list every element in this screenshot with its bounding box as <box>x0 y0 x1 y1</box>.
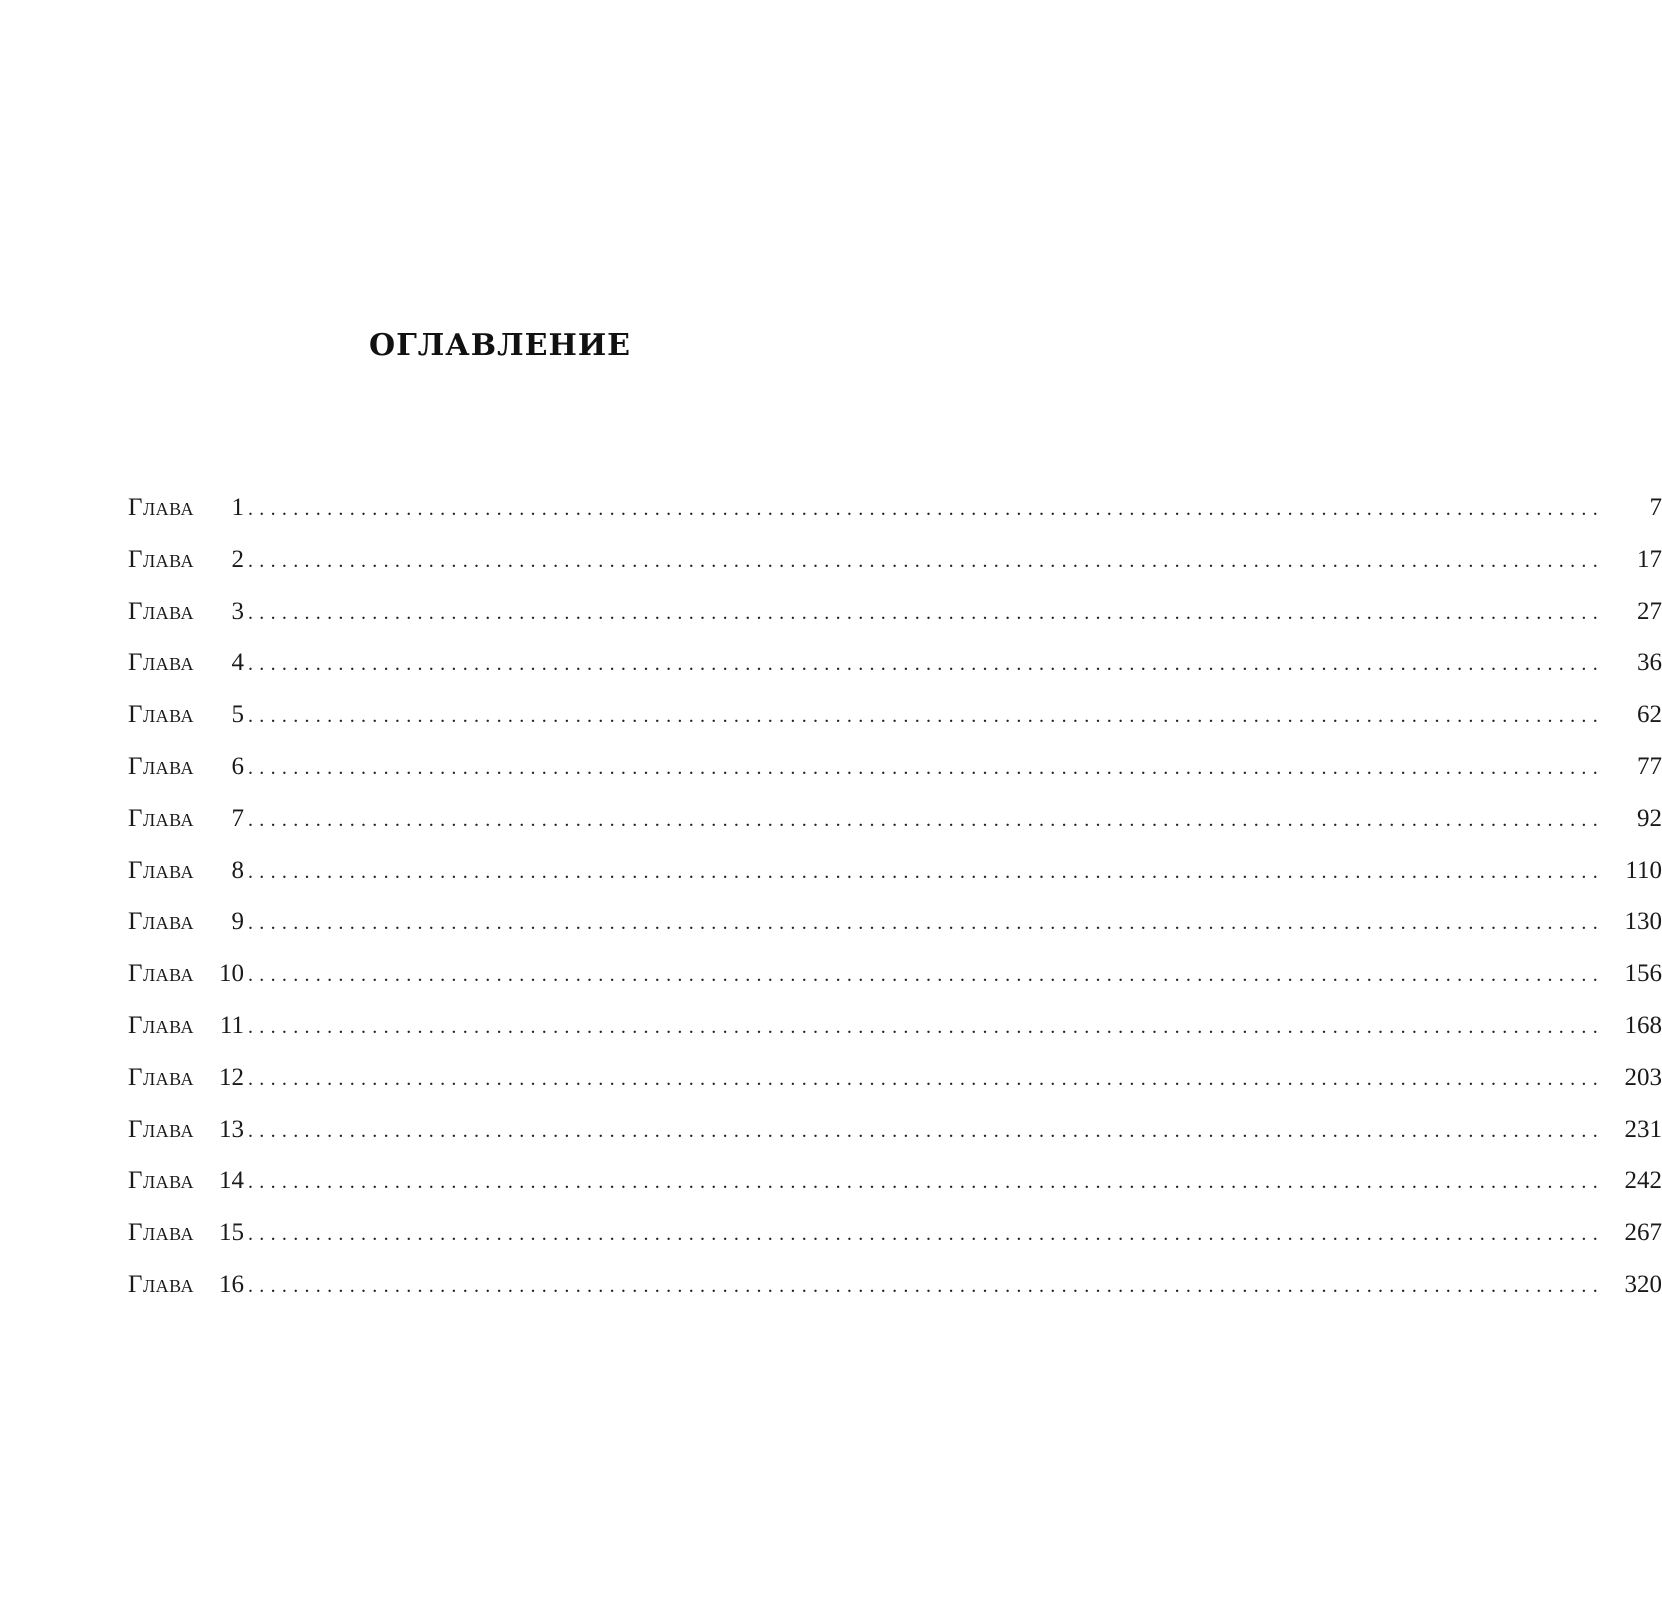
toc-entry[interactable] <box>128 804 1662 857</box>
toc-entry[interactable] <box>128 649 1662 701</box>
chapter-number: 2 <box>231 545 244 573</box>
page-number: 92 <box>1637 804 1662 832</box>
chapter-number: 15 <box>219 1219 244 1247</box>
page-number: 130 <box>1624 908 1662 936</box>
toc-entry[interactable] <box>128 1115 1662 1168</box>
chapter-label: Глава <box>128 856 195 884</box>
chapter-label: Глава <box>128 1270 195 1298</box>
chapter-number: 3 <box>231 597 244 625</box>
dot-leader: ........................................................................................................................ <box>248 705 1604 728</box>
toc-entry[interactable] <box>128 752 1662 805</box>
page-number: 320 <box>1624 1270 1662 1298</box>
chapter-number: 8 <box>231 856 244 884</box>
chapter-label: Глава <box>128 908 195 936</box>
toc-entry[interactable] <box>128 545 1662 598</box>
dot-leader: ........................................................................................................................ <box>248 1015 1604 1038</box>
page-number: 156 <box>1624 960 1662 988</box>
page-number: 203 <box>1624 1063 1662 1091</box>
dot-leader: ........................................................................................................................ <box>248 808 1604 831</box>
toc-entry[interactable] <box>128 494 1662 546</box>
chapter-number: 1 <box>231 494 244 521</box>
dot-leader: ........................................................................................................................ <box>248 1171 1604 1194</box>
dot-leader: ........................................................................................................................ <box>248 1067 1604 1090</box>
table-of-contents <box>128 494 1662 1323</box>
chapter-label: Глава <box>128 1167 195 1195</box>
toc-entry[interactable] <box>128 597 1662 650</box>
page-number: 168 <box>1624 1011 1662 1039</box>
dot-leader: ........................................................................................................................ <box>248 653 1604 676</box>
page-number: 267 <box>1624 1219 1662 1247</box>
page-number: 231 <box>1624 1115 1662 1143</box>
dot-leader: ........................................................................................................................ <box>248 1223 1604 1246</box>
chapter-label: Глава <box>128 1115 195 1143</box>
page-number: 17 <box>1637 545 1662 573</box>
chapter-number: 11 <box>219 1011 244 1039</box>
dot-leader: ........................................................................................................................ <box>248 860 1604 883</box>
toc-entry[interactable] <box>128 1270 1662 1323</box>
toc-entry[interactable] <box>128 856 1662 909</box>
chapter-label: Глава <box>128 649 195 677</box>
toc-entry[interactable] <box>128 1219 1662 1271</box>
chapter-number: 9 <box>231 908 244 936</box>
toc-entry[interactable] <box>128 960 1662 1012</box>
toc-entry[interactable] <box>128 1063 1662 1116</box>
chapter-label: Глава <box>128 597 195 625</box>
page-number: 7 <box>1649 494 1662 521</box>
chapter-label: Глава <box>128 494 195 521</box>
dot-leader: ........................................................................................................................ <box>248 756 1604 779</box>
chapter-number: 14 <box>219 1167 244 1195</box>
dot-leader: ........................................................................................................................ <box>248 498 1604 520</box>
chapter-label: Глава <box>128 752 195 780</box>
chapter-number: 6 <box>231 752 244 780</box>
page-number: 242 <box>1624 1167 1662 1195</box>
page-number: 62 <box>1637 701 1662 729</box>
page-title: ОГЛАВЛЕНИЕ <box>368 328 632 363</box>
page-number: 36 <box>1637 649 1662 677</box>
page-number: 77 <box>1637 752 1662 780</box>
chapter-label: Глава <box>128 1011 195 1039</box>
dot-leader: ........................................................................................................................ <box>248 601 1604 624</box>
chapter-label: Глава <box>128 1063 195 1091</box>
toc-entry[interactable] <box>128 1011 1662 1064</box>
chapter-label: Глава <box>128 804 195 832</box>
page-number: 110 <box>1625 856 1662 884</box>
page-number: 27 <box>1637 597 1662 625</box>
chapter-number: 7 <box>231 804 244 832</box>
chapter-number: 5 <box>231 701 244 729</box>
toc-entry[interactable] <box>128 908 1662 960</box>
chapter-label: Глава <box>128 701 195 729</box>
dot-leader: ........................................................................................................................ <box>248 1274 1604 1297</box>
chapter-number: 12 <box>219 1063 244 1091</box>
toc-entry[interactable] <box>128 1167 1662 1219</box>
chapter-number: 13 <box>219 1115 244 1143</box>
dot-leader: ........................................................................................................................ <box>248 964 1604 987</box>
chapter-number: 4 <box>231 649 244 677</box>
chapter-label: Глава <box>128 960 195 988</box>
dot-leader: ........................................................................................................................ <box>248 1119 1604 1142</box>
chapter-label: Глава <box>128 1219 195 1247</box>
dot-leader: ........................................................................................................................ <box>248 549 1604 572</box>
chapter-number: 10 <box>219 960 244 988</box>
chapter-number: 16 <box>219 1270 244 1298</box>
chapter-label: Глава <box>128 545 195 573</box>
dot-leader: ........................................................................................................................ <box>248 912 1604 935</box>
toc-entry[interactable] <box>128 701 1662 753</box>
